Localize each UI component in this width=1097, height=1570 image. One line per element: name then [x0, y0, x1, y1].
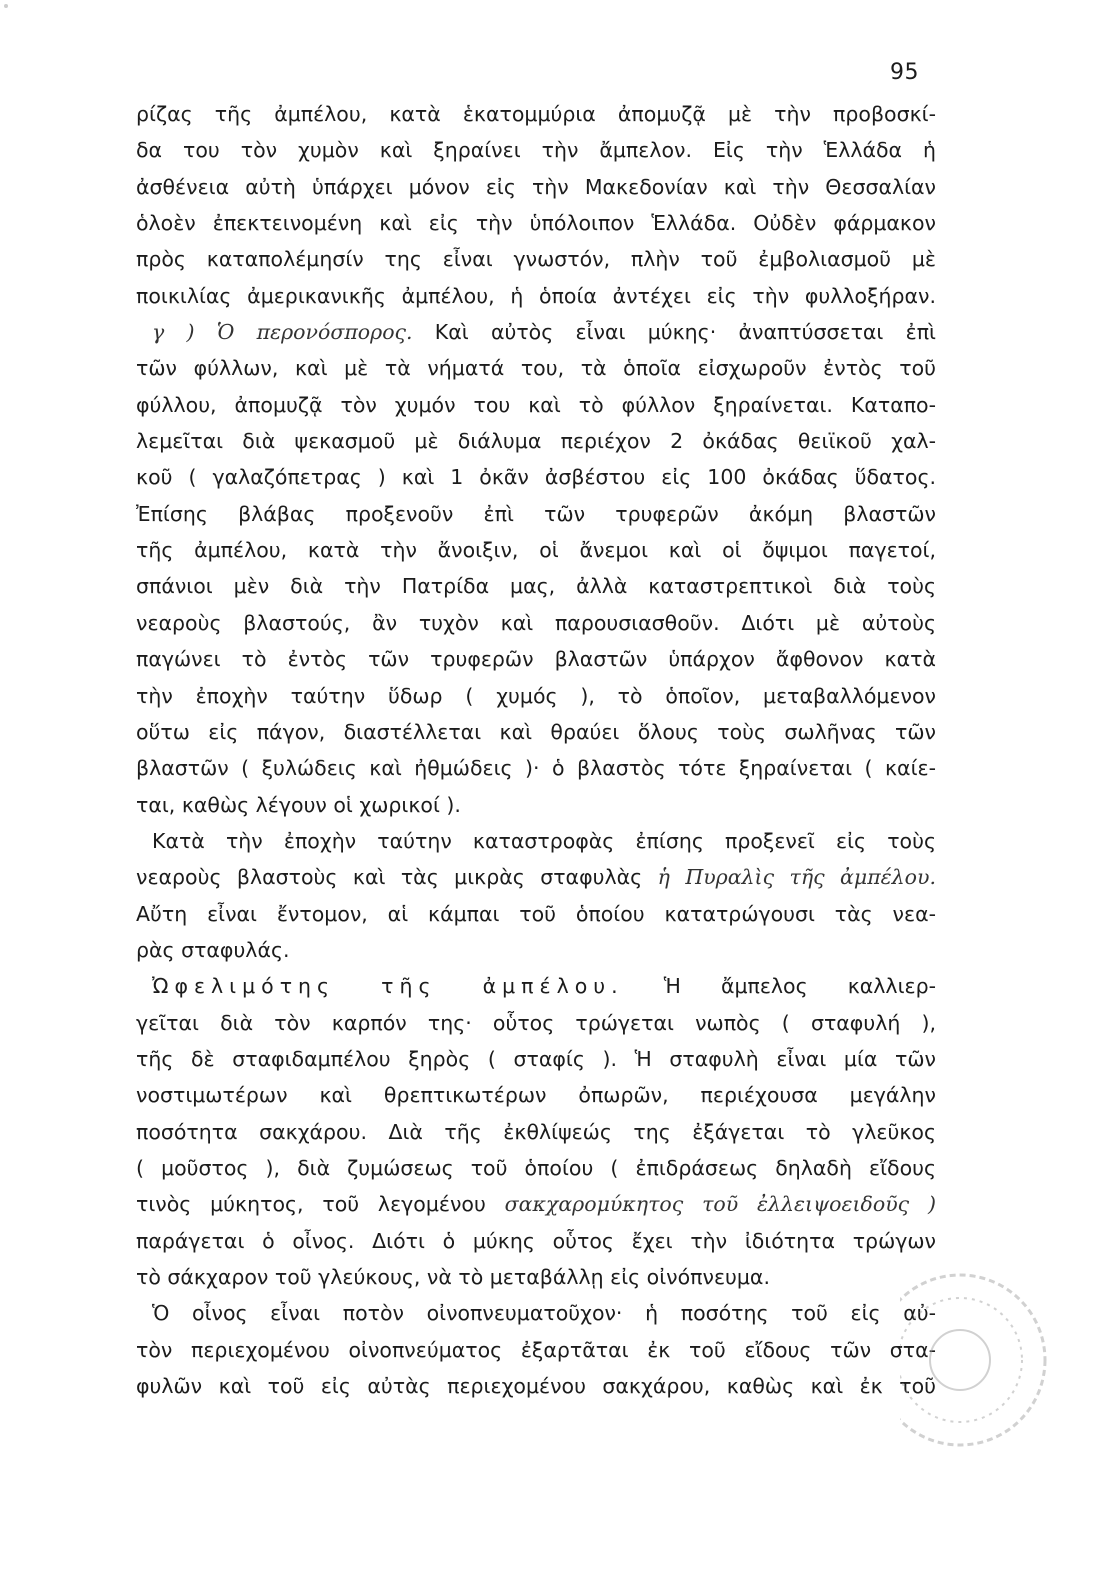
text-line: τῆς ἀμπέλου, κατὰ τὴν ἄνοιξιν, οἱ ἄνεμοι καὶ οἱ ὄψιμοι παγετοί, [136, 538, 936, 563]
text-line: Αὔτη εἶναι ἔντομον, αἱ κάμπαι τοῦ ὁποίου κατατρώγουσι τὰς νεα- [136, 901, 936, 926]
text-line: ται, καθὼς λέγουν οἱ χωρικοί ). [136, 792, 461, 817]
text-line: λεμεῖται διὰ ψεκασμοῦ μὲ διάλυμα περιέχον 2 ὀκάδας θειϊκοῦ χαλ- [136, 429, 936, 454]
text-line: τῶν φύλλων, καὶ μὲ τὰ νήματά του, τὰ ὁποῖα εἰσχωροῦν ἐντὸς τοῦ [136, 356, 936, 381]
text-line: Ὁ οἶνος εἶναι ποτὸν οἰνοπνευματοῦχον· ἡ ποσότης τοῦ εἰς αὐ- [152, 1301, 936, 1326]
text-line: τὸ σάκχαρον τοῦ γλεύκους, νὰ τὸ μεταβάλλῃ εἰς οἰνόπνευμα. [136, 1265, 770, 1289]
text-fragment: Ἡ ἄμπελος καλλιερ- [663, 974, 936, 999]
text-line: νεαροὺς βλαστούς, ἂν τυχὸν καὶ παρουσιασθοῦν. Διότι μὲ αὐτοὺς [136, 610, 936, 635]
usefulness-first-line [136, 968, 936, 1004]
page-number: 95 [890, 60, 919, 85]
text-line: ρὰς σταφυλάς. [136, 937, 290, 962]
text-line: τὸν περιεχομένου οἰνοπνεύματος ἐξαρτᾶται ἐκ τοῦ εἴδους τῶν στα- [136, 1337, 936, 1362]
text-line: σπάνιοι μὲν διὰ τὴν Πατρίδα μας, ἀλλὰ καταστρεπτικοὶ διὰ τοὺς [136, 574, 936, 599]
text-line: γεῖται διὰ τὸν καρπόν της· οὗτος τρώγεται νωπὸς ( σταφυλή ), [136, 1010, 936, 1035]
text-line: ( μοῦστος ), διὰ ζυμώσεως τοῦ ὁποίου ( ἐπιδράσεως δηλαδὴ εἴδους [136, 1155, 936, 1180]
text-line: ποσότητα σακχάρου. Διὰ τῆς ἐκθλίψεώς της ἐξάγεται τὸ γλεῦκος [136, 1119, 936, 1144]
yeast-line [136, 1186, 936, 1222]
text-line: κοῦ ( γαλαζόπετρας ) καὶ 1 ὀκᾶν ἀσβέστου εἰς 100 ὀκάδας ὕδατος. [136, 465, 936, 490]
text-line: παγώνει τὸ ἐντὸς τῶν τρυφερῶν βλαστῶν ὑπάρχον ἄφθονον κατὰ [136, 647, 936, 672]
text-line: παράγεται ὁ οἶνος. Διότι ὁ μύκης οὗτος ἔχει τὴν ἰδιότητα τρώγων [136, 1228, 936, 1253]
text-line: νοστιμωτέρων καὶ θρεπτικωτέρων ὀπωρῶν, περιέχουσα μεγάλην [136, 1083, 936, 1108]
text-line: ποικιλίας ἀμερικανικῆς ἀμπέλου, ἡ ὁποία ἀντέχει εἰς τὴν φυλλοξήραν. [136, 283, 936, 308]
usefulness-heading: Ὠφελιμότης τῆς ἀμπέλου. [152, 974, 624, 999]
pyralis-term: ἡ Πυραλὶς τῆς ἀμπέλου. [657, 865, 936, 890]
pyralis-line [136, 859, 936, 895]
text-line: φυλῶν καὶ τοῦ εἰς αὐτὰς περιεχομένου σακχάρου, καθὼς καὶ ἐκ τοῦ [136, 1374, 936, 1399]
text-line: πρὸς καταπολέμησίν της εἶναι γνωστόν, πλὴν τοῦ ἐμβολιασμοῦ μὲ [136, 247, 936, 272]
text-line: οὕτω εἰς πάγον, διαστέλλεται καὶ θραύει ὅλους τοὺς σωλῆνας τῶν [136, 719, 936, 744]
page-body-text [136, 96, 936, 1404]
text-fragment: τινὸς μύκητος, τοῦ λεγομένου [136, 1192, 486, 1217]
text-fragment: Καὶ αὐτὸς εἶναι μύκης· ἀναπτύσσεται ἐπὶ [434, 320, 936, 345]
text-line: βλαστῶν ( ξυλώδεις καὶ ἠθμώδεις )· ὁ βλαστὸς τότε ξηραίνεται ( καίε- [136, 756, 936, 781]
text-line: φύλλου, ἀπομυζᾷ τὸν χυμόν του καὶ τὸ φύλλον ξηραίνεται. Καταπο- [136, 392, 936, 417]
peronospora-first-line [136, 314, 936, 350]
text-line: τῆς δὲ σταφιδαμπέλου ξηρὸς ( σταφίς ). Ἡ σταφυλὴ εἶναι μία τῶν [136, 1046, 936, 1071]
text-line: Ἐπίσης βλάβας προξενοῦν ἐπὶ τῶν τρυφερῶν ἀκόμη βλαστῶν [136, 501, 936, 526]
text-line: ἀσθένεια αὐτὴ ὑπάρχει μόνον εἰς τὴν Μακεδονίαν καὶ τὴν Θεσσαλίαν [136, 174, 936, 199]
text-line: δα του τὸν χυμὸν καὶ ξηραίνει τὴν ἄμπελον. Εἰς τὴν Ἑλλάδα ἡ [136, 138, 936, 163]
peronospora-heading: γ ) Ὁ περονόσπορος. [152, 320, 413, 345]
text-line: ὁλοὲν ἐπεκτεινομένη καὶ εἰς τὴν ὑπόλοιπον Ἑλλάδα. Οὐδὲν φάρμακον [136, 211, 936, 236]
text-line: ρίζας τῆς ἀμπέλου, κατὰ ἑκατομμύρια ἀπομυζᾷ μὲ τὴν προβοσκί- [136, 102, 936, 126]
text-line: τὴν ἐποχὴν ταύτην ὕδωρ ( χυμός ), τὸ ὁποῖον, μεταβαλλόμενον [136, 683, 936, 708]
corner-speck-mark [4, 4, 8, 8]
yeast-term: σακχαρομύκητος τοῦ ἐλλειψοειδοῦς ) [504, 1192, 936, 1217]
text-line: Κατὰ τὴν ἐποχὴν ταύτην καταστροφὰς ἐπίσης προξενεῖ εἰς τοὺς [152, 828, 936, 853]
text-fragment: νεαροὺς βλαστοὺς καὶ τὰς μικρὰς σταφυλὰς [136, 865, 643, 890]
